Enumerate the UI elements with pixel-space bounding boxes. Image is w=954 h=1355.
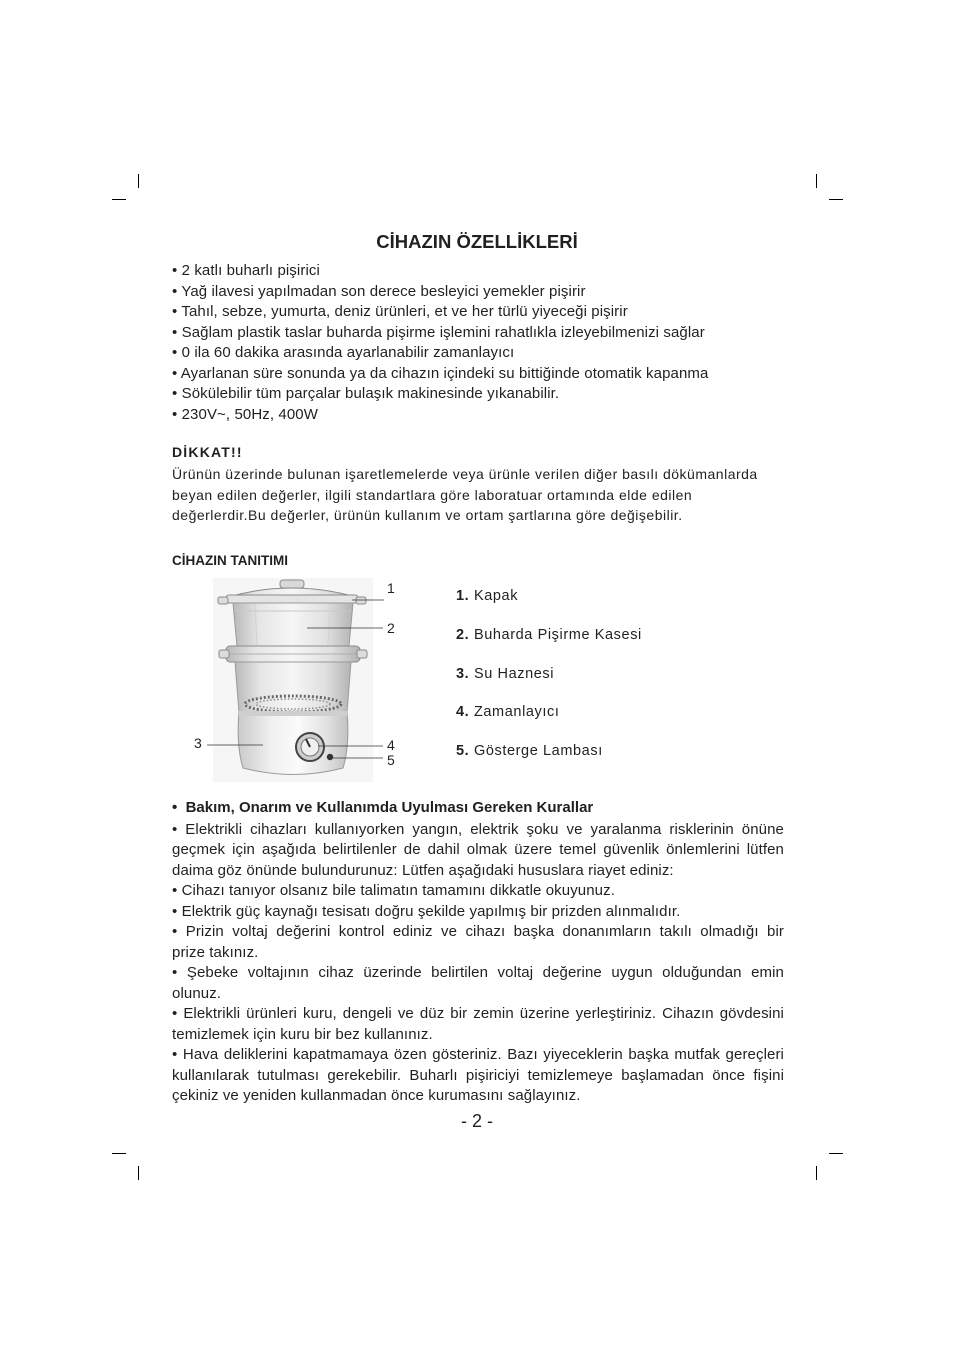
steamer-lid-left-handle — [218, 597, 228, 604]
feature-item: • Sökülebilir tüm parçalar bulaşık makinesinde yıkanabilir. — [172, 385, 560, 402]
part-item — [456, 625, 642, 664]
feature-item: • 230V~, 50Hz, 400W — [172, 405, 318, 423]
steamer-lid-right-handle — [356, 597, 366, 604]
rules-line: geçmek için aşağıda belirtilenler de dahil olmak üzere temel güvenlik önlemlerini lütfen — [172, 841, 784, 859]
rules-line: • Şebeke voltajının cihaz üzerinde belirtilen voltaj değerine uygun olduğundan emin — [172, 964, 784, 982]
rules-line: • Elektrik güç kaynağı tesisatı doğru şekilde yapılmış bir prizden alınmalıdır. — [172, 902, 681, 920]
page-title: CİHAZIN ÖZELLİKLERİ — [376, 231, 578, 252]
rules-line: çekiniz ve yeniden kullanmadan önce kurumasını sağlayınız. — [172, 1087, 581, 1105]
steamer-base — [238, 712, 348, 775]
features-list — [172, 261, 708, 425]
indicator-lamp-icon — [327, 754, 333, 760]
device-intro-heading: CİHAZIN TANITIMI — [172, 553, 288, 568]
callout-2: 2 — [387, 620, 395, 636]
part-number: 5. — [456, 743, 470, 759]
steamer-lid-rim — [226, 595, 358, 603]
crop-mark-top-right-vertical — [816, 174, 817, 188]
part-number: 3. — [456, 665, 470, 682]
steamer-lid-knob — [280, 580, 304, 588]
part-item — [456, 702, 642, 741]
steamer-middle-left-handle — [219, 650, 229, 658]
rules-heading: • Bakım, Onarım ve Kullanımda Uyulması Gereken Kurallar — [172, 799, 594, 816]
rules-line: • Cihazı tanıyor olsanız bile talimatın tamamını dikkatle okuyunuz. — [172, 882, 615, 900]
part-item — [456, 664, 642, 703]
part-number: 1. — [456, 588, 470, 604]
rules-line: • Elektrikli cihazları kullanıyorken yangın, elektrik şoku ve yaralanma risklerinin önüne — [172, 820, 784, 838]
steamer-top-bowl — [233, 603, 353, 646]
callout-5: 5 — [387, 752, 395, 768]
part-label: Su Haznesi — [473, 665, 555, 682]
rules-line: kullanılarak tutulması gerekebilir. Buharlı pişiriciyi temizlemeye başlamadan önce fişini — [172, 1066, 784, 1084]
callout-4: 4 — [387, 737, 395, 753]
steamer-lower-bowl — [235, 662, 351, 712]
callout-3: 3 — [194, 735, 202, 751]
crop-mark-top-right-horizontal — [829, 199, 843, 200]
feature-item: • Tahıl, sebze, yumurta, deniz ürünleri, et ve her türlü yiyeceği pişirir — [172, 303, 628, 320]
steamer-base-top-band — [239, 711, 347, 716]
part-label: Gösterge Lambası — [473, 743, 603, 759]
page-number: - 2 - — [460, 1111, 493, 1131]
part-label: Buharda Pişirme Kasesi — [473, 626, 642, 643]
part-number: 2. — [456, 626, 470, 643]
crop-mark-bottom-right-vertical — [816, 1166, 817, 1180]
callout-1: 1 — [387, 580, 395, 596]
part-label: Zamanlayıcı — [473, 704, 560, 721]
warning-line: Ürünün üzerinde bulunan işaretlemelerde veya ürünle verilen diğer basılı dökümanlarda — [172, 466, 758, 482]
rules-line: • Hava deliklerini kapatmamaya özen gösteriniz. Bazı yiyeceklerin başka mutfak gereçleri — [172, 1046, 784, 1064]
warning-line: değerlerdir.Bu değerler, ürünün kullanım ve ortam şartlarına göre değişebilir. — [172, 507, 683, 523]
part-label: Kapak — [473, 588, 519, 604]
steamer-illustration — [180, 572, 410, 787]
part-item — [456, 586, 642, 625]
feature-item: • Ayarlanan süre sonunda ya da cihazın içindeki su bittiğinde otomatik kapanma — [172, 364, 709, 382]
rules-line: olunuz. — [172, 984, 222, 1002]
crop-mark-top-left-vertical — [138, 174, 139, 188]
feature-item: • 2 katlı buharlı pişirici — [172, 262, 320, 279]
feature-item: • Yağ ilavesi yapılmadan son derece besleyici yemekler pişirir — [172, 282, 586, 300]
crop-mark-top-left-horizontal — [112, 199, 126, 200]
rules-line: daima göz önünde bulundurunuz: Lütfen aşağıdaki hususlara riayet ediniz: — [172, 861, 674, 879]
warning-heading: DİKKAT!! — [172, 444, 243, 460]
crop-mark-bottom-right-horizontal — [829, 1153, 843, 1154]
steamer-middle-right-handle — [357, 650, 367, 658]
crop-mark-bottom-left-vertical — [138, 1166, 139, 1180]
rules-line: • Prizin voltaj değerini kontrol ediniz ve cihazı başka donanımların takılı olmadığı bir — [172, 923, 784, 941]
parts-list — [456, 586, 642, 780]
feature-item: • 0 ila 60 dakika arasında ayarlanabilir zamanlayıcı — [172, 344, 515, 361]
rules-line: prize takınız. — [172, 943, 259, 961]
rules-body — [172, 820, 784, 1107]
warning-paragraph — [172, 464, 758, 526]
warning-line: beyan edilen değerler, ilgili standartlara göre laboratuar ortamında elde edilen — [172, 486, 693, 503]
rules-line: temizlemek için kuru bir bez kullanınız. — [172, 1025, 433, 1043]
rules-line: • Elektrikli ürünleri kuru, dengeli ve düz bir zemin üzerine yerleştiriniz. Cihazın gövdesini — [172, 1005, 784, 1023]
part-number: 4. — [456, 704, 470, 721]
feature-item: • Sağlam plastik taslar buharda pişirme işlemini rahatlıkla izleyebilmenizi sağlar — [172, 323, 705, 341]
part-item — [456, 741, 642, 780]
crop-mark-bottom-left-horizontal — [112, 1153, 126, 1154]
